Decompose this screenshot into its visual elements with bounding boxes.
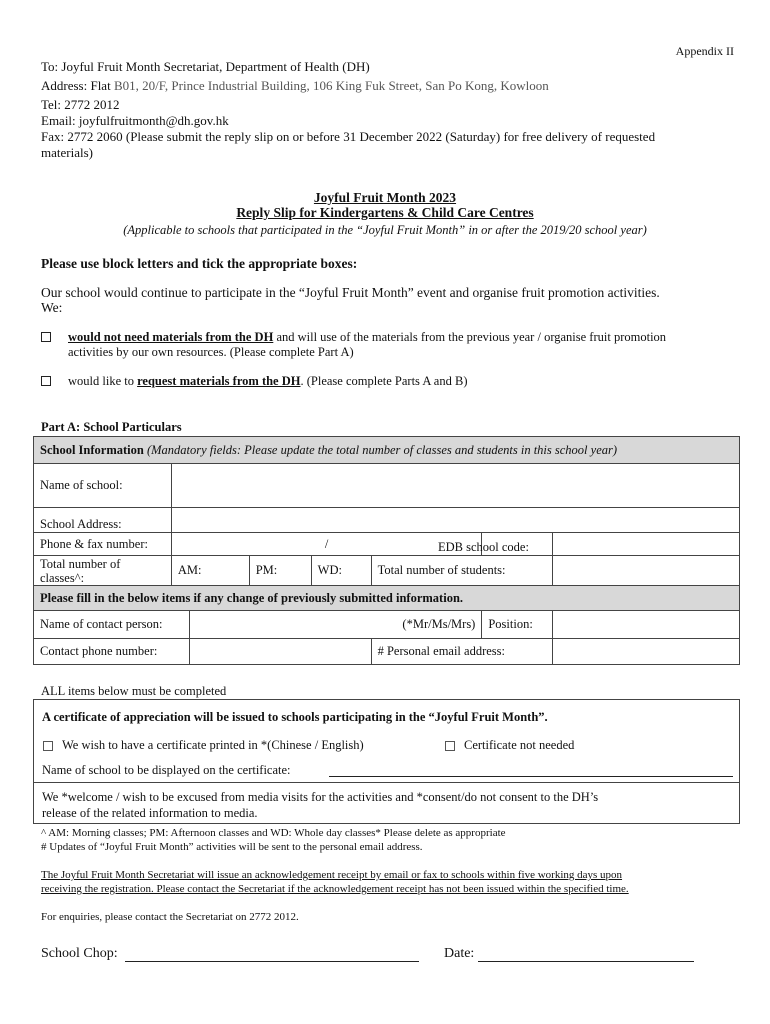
school-chop-field[interactable] <box>125 945 419 962</box>
school-info-label: School Information <box>40 442 144 457</box>
school-info-note: (Mandatory fields: Please update the total number of classes and students in this school year) <box>146 442 618 457</box>
contact-person-field[interactable]: (*Mr/Ms/Mrs) <box>189 611 482 639</box>
certificate-not-needed-text: Certificate not needed <box>464 738 575 752</box>
media-line-1: We *welcome / wish to be excused from media visits for the activities and *consent/do not consent to the DH’s <box>42 790 599 804</box>
name-of-school-field[interactable] <box>171 464 739 508</box>
contact-phone-label: Contact phone number: <box>34 639 190 665</box>
school-chop-label: School Chop: <box>41 946 118 961</box>
school-particulars-table <box>33 436 740 665</box>
applicability-note: (Applicable to schools that participated in the “Joyful Fruit Month” in or after the 2019/20 school year) <box>123 223 647 237</box>
tel-line: Tel: 2772 2012 <box>41 97 120 112</box>
position-label: Position: <box>482 611 553 639</box>
to-line: To: Joyful Fruit Month Secretariat, Department of Health (DH) <box>41 59 370 74</box>
certificate-box <box>33 699 740 783</box>
option-request-pre: would like to <box>68 374 138 388</box>
option-no-materials-line2: activities by our own resources. (Please complete Part A) <box>68 345 354 359</box>
fax-line-2: materials) <box>41 145 93 160</box>
certificate-heading: A certificate of appreciation will be issued to schools participating in the “Joyful Fruit Month”. <box>42 710 548 724</box>
address-label: Address: Flat <box>41 78 114 93</box>
school-address-field[interactable] <box>171 508 739 533</box>
option-no-materials-checkbox[interactable] <box>41 332 51 342</box>
option-request-materials-text <box>68 373 467 389</box>
edb-code-text: EDB school code: <box>438 540 529 554</box>
intro-text: Our school would continue to participate in the “Joyful Fruit Month” event and organise fruit promotion activities. <box>41 285 660 300</box>
receipt-note-2: receiving the registration. Please contact the Secretariat if the acknowledgement receipt has not been issued within the specified time. <box>41 883 629 895</box>
edb-code-field[interactable] <box>553 533 740 556</box>
personal-email-field[interactable] <box>553 639 740 665</box>
option-no-materials-text <box>68 329 666 345</box>
personal-email-label: # Personal email address: <box>371 639 553 665</box>
option-no-materials-bold: would not need materials from the DH <box>68 330 274 344</box>
option-request-rest: . (Please complete Parts A and B) <box>300 374 468 388</box>
fax-line: Fax: 2772 2060 (Please submit the reply slip on or before 31 December 2022 (Saturday) for free delivery of requested <box>41 129 656 144</box>
total-classes-label: Total number of classes^: <box>34 556 172 586</box>
phone-fax-label: Phone & fax number: <box>34 533 172 556</box>
footnote-classes: ^ AM: Morning classes; PM: Afternoon classes and WD: Whole day classes* Please delete as appropriate <box>41 827 506 839</box>
certificate-printed-text: We wish to have a certificate printed in *(Chinese / English) <box>62 738 364 752</box>
option-request-materials-checkbox[interactable] <box>41 376 51 386</box>
certificate-not-needed-checkbox[interactable] <box>445 741 455 751</box>
contact-person-label: Name of contact person: <box>34 611 190 639</box>
school-info-header <box>34 437 740 464</box>
contact-phone-field[interactable] <box>189 639 371 665</box>
form-subtitle: Reply Slip for Kindergartens & Child Care Centres <box>236 205 534 220</box>
total-students-label: Total number of students: <box>371 556 553 586</box>
option-no-materials-rest: and will use of the materials from the previous year / organise fruit promotion <box>273 330 667 344</box>
receipt-note-1: The Joyful Fruit Month Secretariat will issue an acknowledgement receipt by email or fax to schools within five working days upon <box>41 869 623 881</box>
certificate-printed-checkbox[interactable] <box>43 741 53 751</box>
certificate-name-label: Name of school to be displayed on the certificate: <box>42 763 291 777</box>
all-items-note: ALL items below must be completed <box>41 684 227 698</box>
name-of-school-label: Name of school: <box>34 464 172 508</box>
wd-field[interactable]: WD: <box>311 556 371 586</box>
address-line <box>41 78 549 94</box>
part-a-heading: Part A: School Particulars <box>41 420 182 434</box>
school-address-label: School Address: <box>34 508 172 533</box>
email-line: Email: joyfulfruitmonth@dh.gov.hk <box>41 113 229 128</box>
phone-fax-field[interactable]: / <box>171 533 482 556</box>
date-field[interactable] <box>478 945 694 962</box>
am-field[interactable]: AM: <box>171 556 249 586</box>
enquiries-note: For enquiries, please contact the Secretariat on 2772 2012. <box>41 911 299 923</box>
position-field[interactable] <box>553 611 740 639</box>
media-box <box>33 782 740 824</box>
address-value: B01, 20/F, Prince Industrial Building, 106 King Fuk Street, San Po Kong, Kowloon <box>113 78 549 93</box>
date-label: Date: <box>444 946 475 961</box>
instruction: Please use block letters and tick the appropriate boxes: <box>41 256 358 271</box>
footnote-email: # Updates of “Joyful Fruit Month” activities will be sent to the personal email address. <box>41 841 423 853</box>
change-note-header: Please fill in the below items if any change of previously submitted information. <box>34 586 740 611</box>
intro-we: We: <box>41 300 63 315</box>
media-line-2: release of the related information to media. <box>42 806 258 820</box>
appendix-label: Appendix II <box>675 44 734 58</box>
pm-field[interactable]: PM: <box>249 556 311 586</box>
option-request-bold: request materials from the DH <box>137 374 301 388</box>
certificate-name-field[interactable] <box>329 762 733 777</box>
form-title: Joyful Fruit Month 2023 <box>313 190 457 205</box>
total-students-field[interactable] <box>553 556 740 586</box>
